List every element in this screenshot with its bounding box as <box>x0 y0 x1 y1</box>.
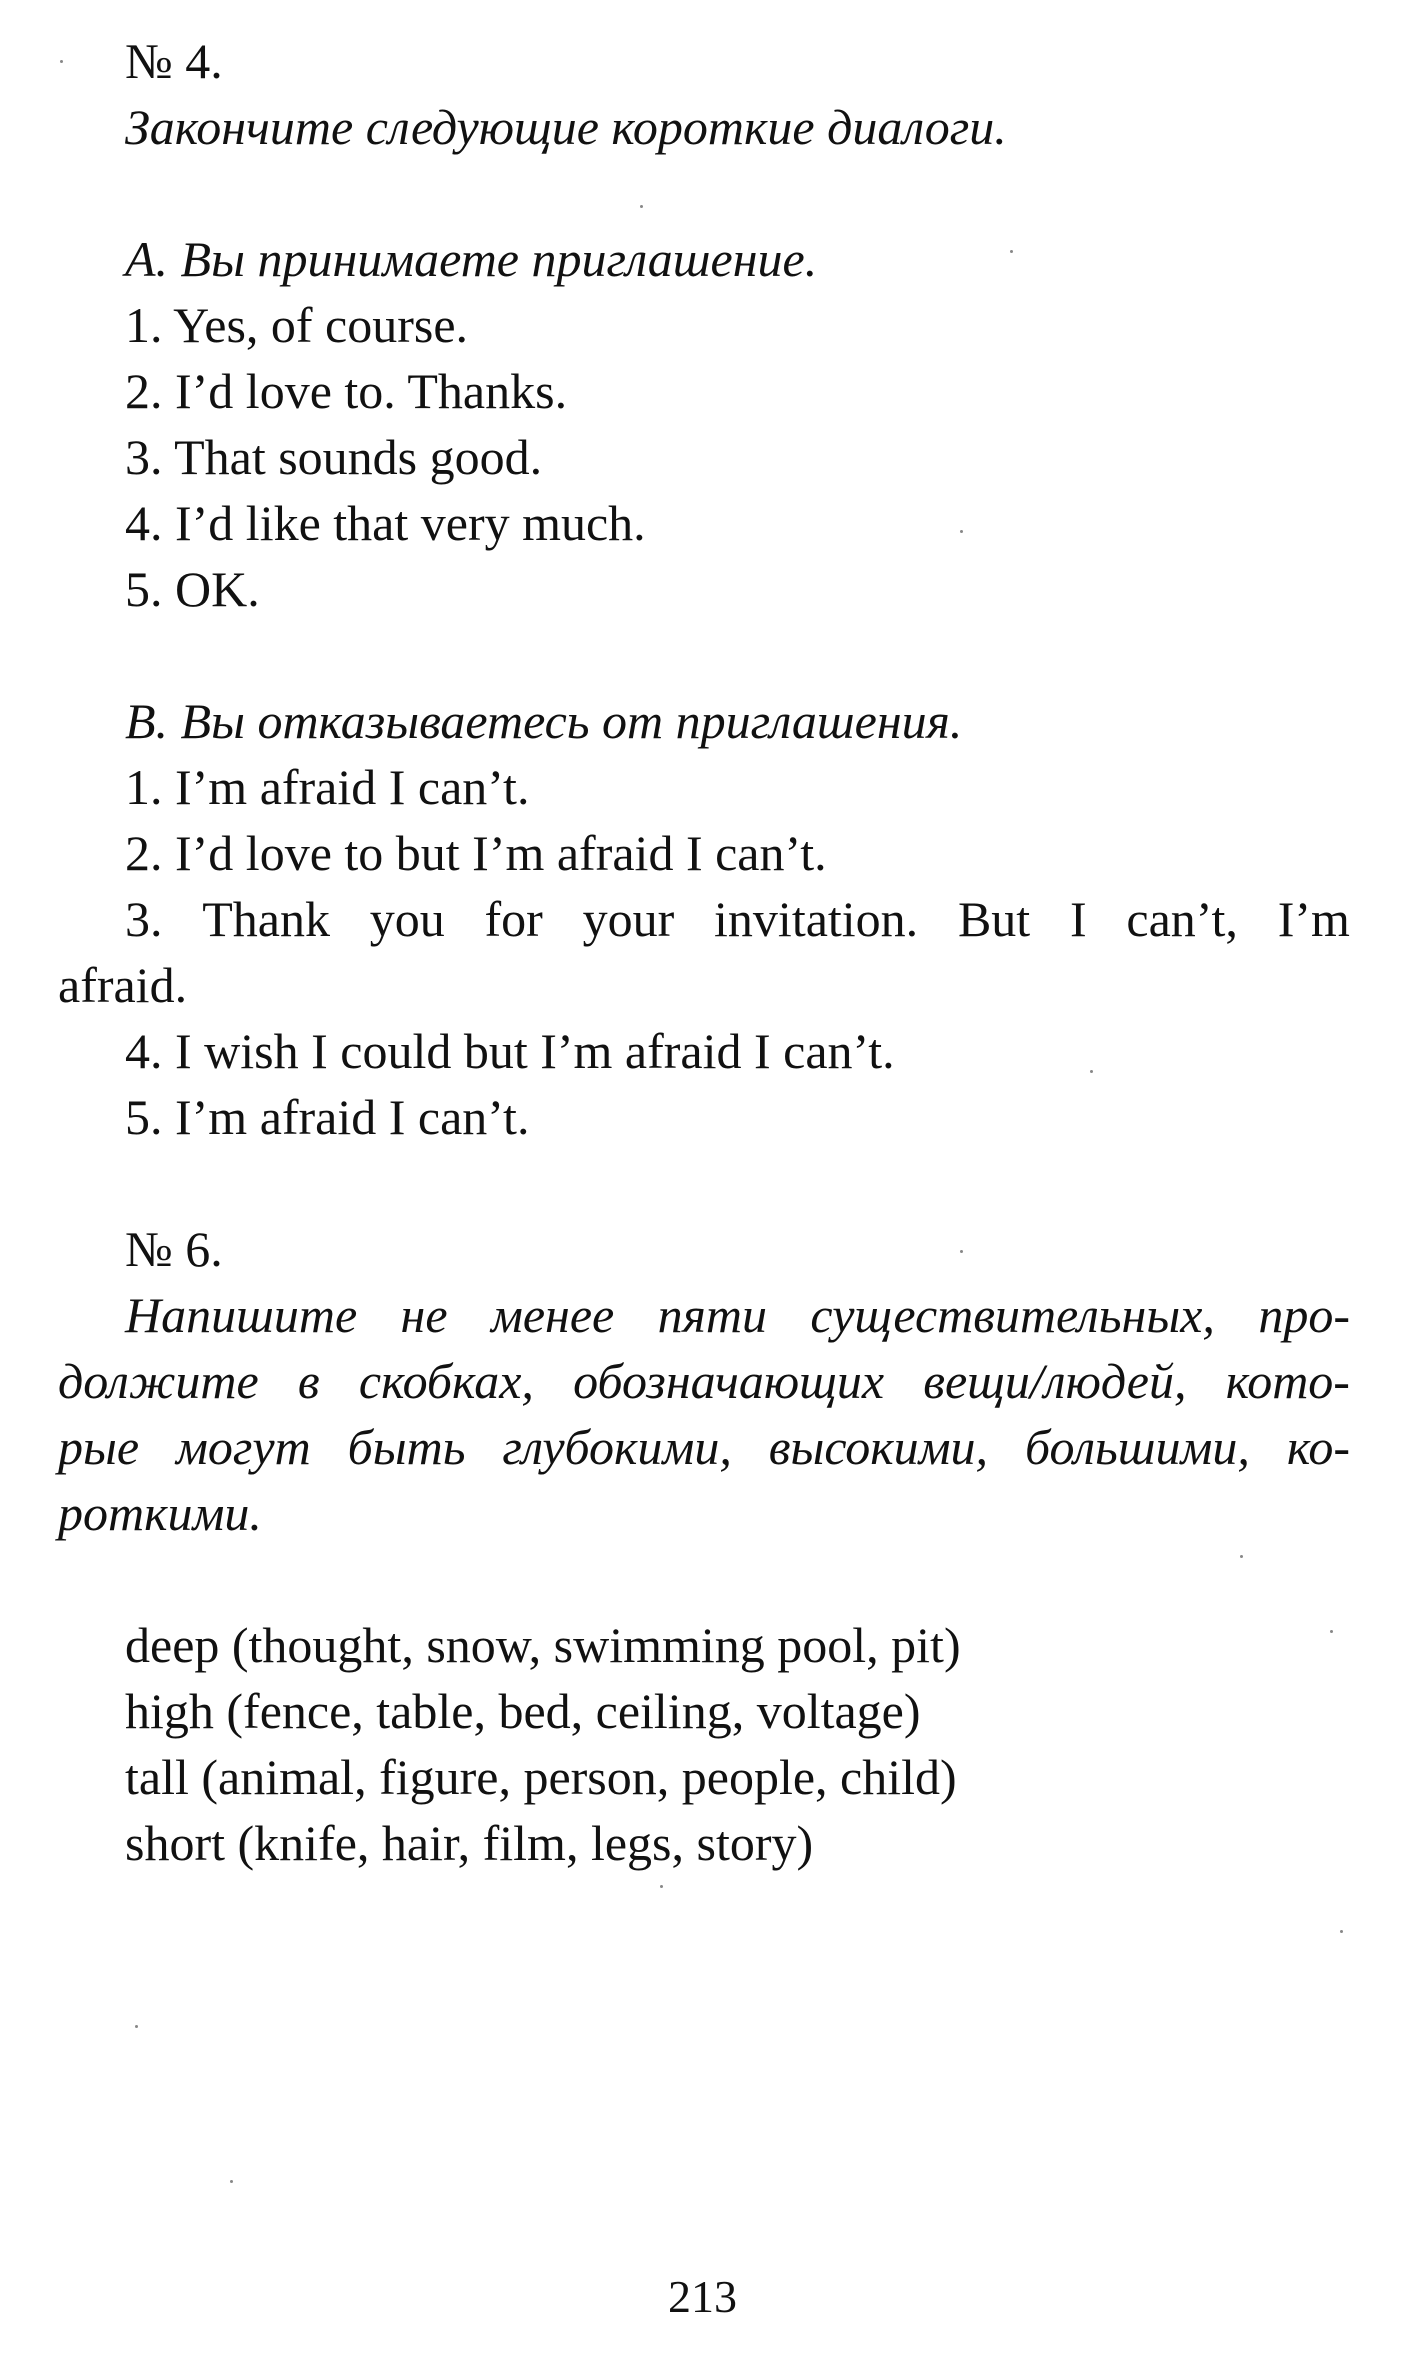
scan-speck <box>1240 1555 1243 1558</box>
word: you <box>369 891 445 947</box>
scan-speck <box>1340 1930 1343 1933</box>
answer-line: short (knife, hair, film, legs, story) <box>125 1815 814 1871</box>
instruction-line <box>125 1282 1350 1348</box>
page-number: 213 <box>668 2271 737 2322</box>
scan-speck <box>1330 1630 1333 1633</box>
word: can’t, <box>1126 891 1238 947</box>
word: существительных, <box>810 1287 1215 1343</box>
list-item: 3. That sounds good. <box>125 429 543 485</box>
instruction-line <box>58 1348 1350 1414</box>
scan-speck <box>960 1250 963 1253</box>
word: глубокими, <box>502 1419 732 1475</box>
word: кото- <box>1225 1353 1350 1409</box>
word: invitation. <box>714 891 919 947</box>
scan-speck <box>135 2025 138 2028</box>
word: Thank <box>202 891 330 947</box>
list-item: 2. I’d love to. Thanks. <box>125 363 568 419</box>
exercise-number: № 6. <box>125 1221 223 1277</box>
part-a-heading: A. Вы принимаете приглашение. <box>125 231 818 287</box>
word: про- <box>1258 1287 1350 1343</box>
list-item: 4. I wish I could but I’m afraid I can’t. <box>125 1023 895 1079</box>
word: ко- <box>1286 1419 1350 1475</box>
scan-speck <box>1010 250 1013 253</box>
list-item: 1. I’m afraid I can’t. <box>125 759 530 815</box>
scan-speck <box>1090 1070 1093 1073</box>
word: быть <box>347 1419 466 1475</box>
exercise-number: № 4. <box>125 33 223 89</box>
answer-line: tall (animal, figure, person, people, child) <box>125 1749 957 1805</box>
instruction-line: роткими. <box>58 1485 262 1541</box>
list-item: 1. Yes, of course. <box>125 297 469 353</box>
list-item: 5. OK. <box>125 561 260 617</box>
word: вещи/людей, <box>923 1353 1187 1409</box>
word: рые <box>58 1419 140 1475</box>
word: менее <box>490 1287 615 1343</box>
list-item: 5. I’m afraid I can’t. <box>125 1089 530 1145</box>
instruction-line <box>58 1414 1350 1480</box>
scan-speck <box>230 2180 233 2183</box>
word: 3. <box>125 891 163 947</box>
list-item-justified <box>125 886 1350 952</box>
exercise-instruction: Закончите следующие короткие диалоги. <box>125 99 1007 155</box>
word: Напишите <box>125 1287 358 1343</box>
word: скобках, <box>358 1353 534 1409</box>
word: могут <box>175 1419 311 1475</box>
word: высокими, <box>768 1419 989 1475</box>
word: But <box>957 891 1031 947</box>
list-item-continuation: afraid. <box>58 957 188 1013</box>
scan-speck <box>960 530 963 533</box>
word: I <box>1069 891 1087 947</box>
word: пяти <box>657 1287 767 1343</box>
list-item: 4. I’d like that very much. <box>125 495 646 551</box>
word: не <box>400 1287 448 1343</box>
word: должите <box>58 1353 259 1409</box>
answer-line: high (fence, table, bed, ceiling, voltage) <box>125 1683 921 1739</box>
scan-speck <box>60 60 63 63</box>
word: for <box>484 891 543 947</box>
word: большими, <box>1024 1419 1250 1475</box>
word: в <box>297 1353 320 1409</box>
part-b-heading: B. Вы отказываетесь от приглашения. <box>125 693 963 749</box>
answer-line: deep (thought, snow, swimming pool, pit) <box>125 1617 961 1673</box>
scan-speck <box>660 1885 663 1888</box>
list-item: 2. I’d love to but I’m afraid I can’t. <box>125 825 827 881</box>
word: your <box>582 891 675 947</box>
word: обозначающих <box>573 1353 885 1409</box>
scan-speck <box>640 205 643 208</box>
word: I’m <box>1277 891 1350 947</box>
